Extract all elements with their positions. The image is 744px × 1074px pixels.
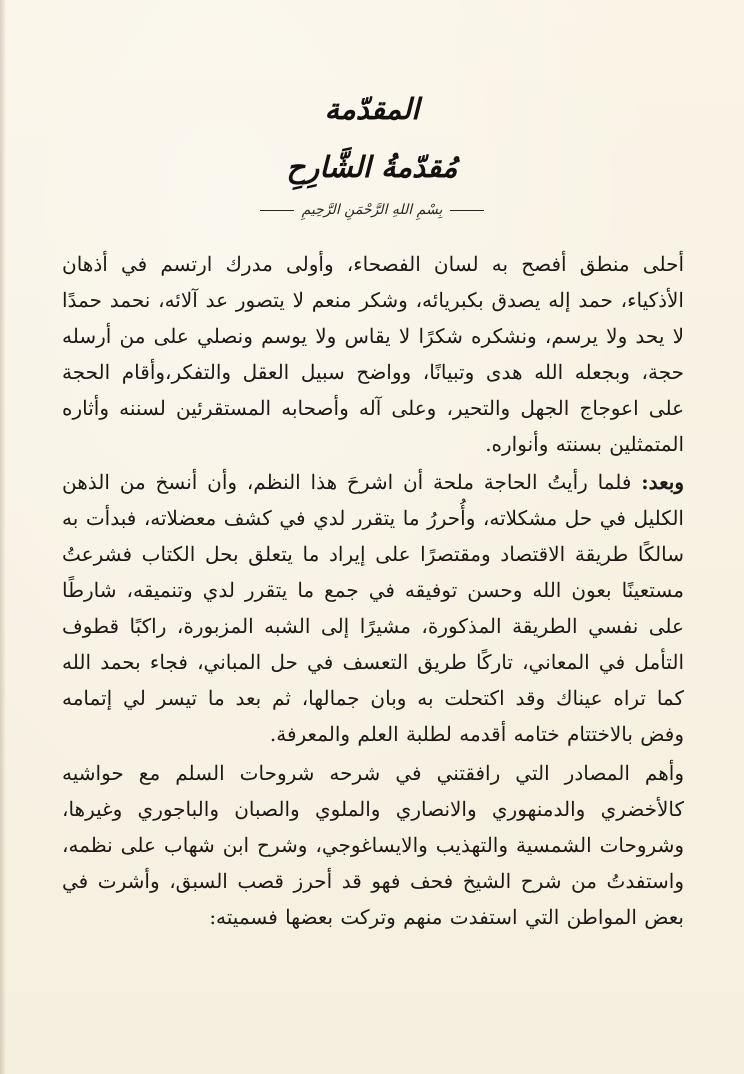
paragraph-intro: [62, 246, 684, 462]
page-title: المقدّمة: [324, 92, 420, 126]
paragraph-text: أحلى منطق أفصح به لسان الفصحاء، وأولى مدرك ارتسم في أذهان الأذكياء، حمد إله يصدق بكبريائه، وشكر منعم لا يتصور عد آلائه، نحمد حمدًا لا يحد ولا يرسم، ونشكره شكرًا لا يقاس ولا يوسم ونصلي على من أرسله حجة، وبجعله الله هدى وتبيانًا، وواضح سبيل العقل والتفكر،وأقام الحجة على اعوجاج الجهل والتحير، وعلى آله وأصحابه المستقرئين لسننه وأثاره المتمثلين بسنته وأنواره.: [62, 252, 684, 456]
paragraph-text: فلما رأيتُ الحاجة ملحة أن اشرحَ هذا النظم، وأن أنسخ من الذهن الكليل في حل مشكلاته، وأُحررُ ما يتقرر لدي في كشف معضلاته، فبدأت به سالكًا طريقة الاقتصاد ومقتصرًا على إيراد ما يتعلق بحل الكتاب فشرعتُ مستعينًا بعون الله وحسن توفيقه في جمع ما يتقرر لدي وتنميقه، شارطًا على نفسي الطريقة المذكورة، مشيرًا إلى الشبه المزبورة، راكبًا قطوف التأمل في المعاني، تاركًا طريق التعسف في حل المباني، فجاء بحمد الله كما تراه عيناك وقد اكتحلت به وبان جمالها، ثم بعد ما تيسر لي إتمامه وفض بالاختتام ختامه أقدمه لطلبة العلم والمعرفة.: [62, 470, 684, 746]
paragraph-text: وأهم المصادر التي رافقتني في شرحه شروحات السلم مع حواشيه كالأخضري والدمنهوري والانصاري والملوي والصبان والباجوري وغيرها، وشروحات الشمسية والتهذيب والايساغوجي، وشرح ابن شهاب على نظمه، واستفدتُ من شرح الشيخ فحف فهو قد أحرز قصب السبق، وأشرت في بعض المواطن التي استفدت منهم وتركت بعضها فسميته:: [62, 761, 684, 929]
basmala-text: بِسْمِ اللهِ الرَّحْمَنِ الرَّحِيمِ: [301, 202, 443, 218]
flourish-left: [260, 210, 294, 211]
page-subtitle: مُقدّمةُ الشَّارِحِ: [286, 150, 458, 184]
basmala-ornament: [0, 202, 744, 218]
flourish-right: [450, 210, 484, 211]
paragraph-lead: وبعد:: [641, 470, 684, 494]
paragraph-wa-bad: [62, 464, 684, 752]
paragraph-sources: [62, 755, 684, 935]
